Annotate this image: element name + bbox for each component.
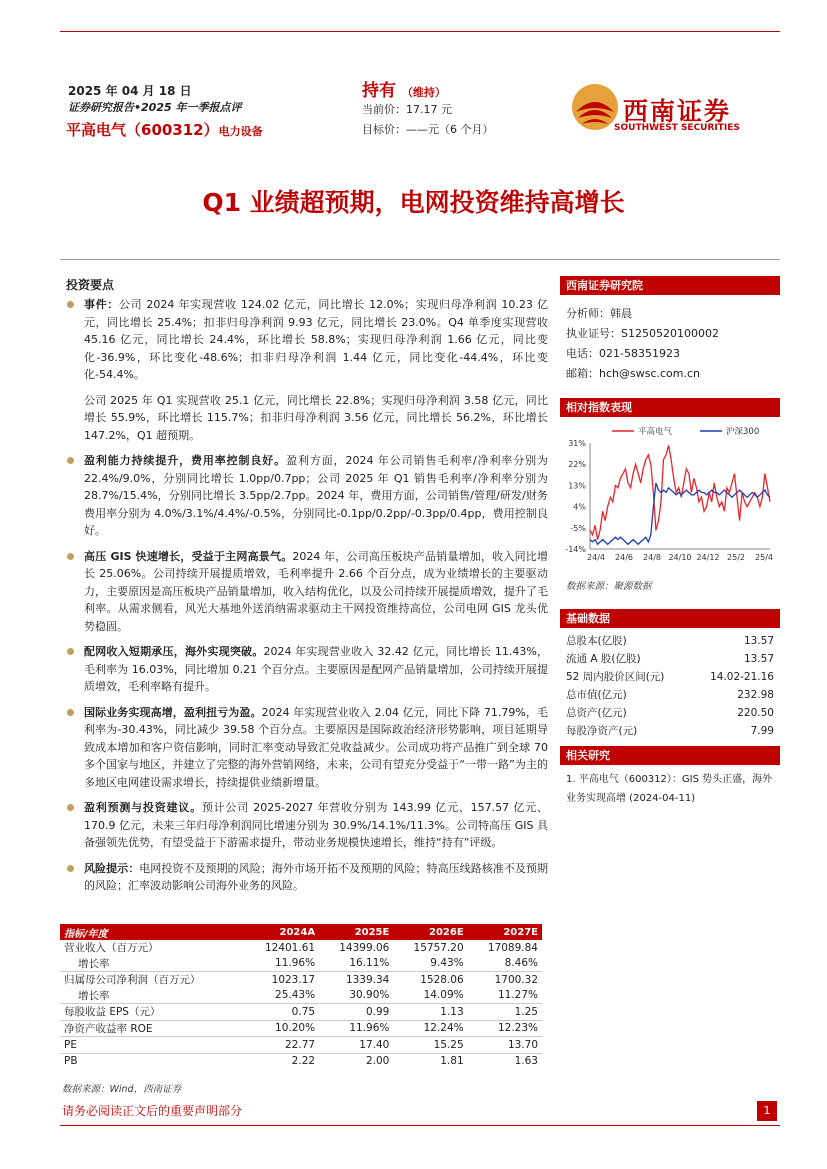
current-price: 当前价：17.17 元: [362, 103, 452, 116]
basic-label: 52 周内股价区间(元): [566, 671, 665, 683]
bullet-key: 配网收入短期承压，海外实现突破。: [84, 645, 264, 658]
brand-logo-english: SOUTHWEST SECURITIES: [614, 123, 740, 133]
cell: 14399.06: [339, 941, 390, 954]
bullet-dot-icon: [67, 457, 74, 464]
bullet-dot-icon: [67, 301, 74, 308]
bullet-text: 预计公司 2025-2027 年营收分别为 143.99 亿元、157.57 亿元、170.9 亿元，未来三年归母净利润同比增速分别为 30.9%/14.1%/11.3%。公司特高压 GIS 具备强领先优势，有望受益于下游需求提升，带动业务规模快速增长，维持“持有”评级。: [84, 801, 548, 849]
row-label: 每股收益 EPS（元）: [60, 1004, 245, 1021]
legend-label: 沪深300: [726, 427, 760, 437]
row-label: PB: [60, 1053, 245, 1069]
table-row: [60, 1053, 542, 1069]
basic-row: [566, 704, 774, 722]
paragraph-q1: [66, 392, 548, 445]
table-row: [60, 1037, 542, 1054]
company-name: [66, 119, 263, 140]
cell: 11.96%: [319, 1020, 393, 1037]
analyst-email[interactable]: 邮箱：hch@swsc.com.cn: [566, 367, 701, 380]
basic-value: 220.50: [737, 707, 774, 719]
basic-value: 14.02-21.16: [710, 671, 774, 683]
basic-label: 总资产(亿元): [566, 707, 627, 719]
bullet-dot-icon: [67, 709, 74, 716]
bullet-key: 盈利预测与投资建议。: [84, 801, 202, 814]
bullet-key: 高压 GIS 快速增长，受益于主网高景气。: [84, 549, 293, 563]
basic-row: [566, 650, 774, 668]
legend-label: 平高电气: [638, 427, 673, 437]
table-row: [60, 1004, 542, 1021]
rating: [362, 76, 446, 101]
x-tick-label: 25/2: [727, 553, 745, 562]
relative-performance-chart: [560, 423, 780, 573]
target-price: 目标价：——元（6 个月）: [362, 123, 494, 136]
cell: 14.09%: [423, 989, 464, 1002]
cell: 2.00: [319, 1053, 393, 1069]
bullet-forecast: [66, 799, 548, 852]
basic-row: [566, 668, 774, 686]
cell: 17089.84: [487, 941, 538, 954]
bullet-key: 盈利能力持续提升，费用率控制良好。: [84, 454, 287, 467]
basic-value: 7.99: [750, 725, 774, 737]
y-tick-label: 4%: [573, 502, 586, 512]
y-tick-label: 31%: [568, 439, 586, 448]
index-performance-header: 相对指数表现: [560, 398, 780, 417]
analyst-license: 执业证号：S1250520100002: [566, 327, 719, 340]
table-header-cell: 2025E: [319, 924, 393, 940]
y-tick-label: -14%: [565, 545, 586, 554]
cell: 10.20%: [245, 1020, 319, 1037]
paragraph-text: 公司 2025 年 Q1 实现营收 25.1 亿元，同比增长 22.8%；实现归母净利润 3.58 亿元，同比增长 55.9%，环比增长 115.7%；扣非归母净利润 3.56 亿元，同比增长 56.2%，环比增长 147.2%，Q1 超预期。: [84, 393, 548, 442]
analyst-info: [566, 304, 719, 384]
x-tick-label: 24/4: [587, 553, 605, 562]
rating-note: （维持）: [401, 86, 446, 99]
cell: 12.23%: [468, 1020, 542, 1037]
basic-data-header: 基础数据: [560, 609, 780, 628]
row-label: PE: [60, 1037, 245, 1054]
cell: 12.24%: [393, 1020, 467, 1037]
cell: 12401.61: [264, 941, 316, 954]
analyst-phone: 电话：021-58351923: [566, 347, 680, 360]
cell: 0.99: [319, 1004, 393, 1021]
report-type: 证券研究报告•2025 年一季报点评: [68, 101, 242, 114]
bullet-risk: [66, 860, 548, 895]
cell: 11.96%: [275, 957, 316, 970]
disclaimer-footer: 请务必阅读正文后的重要声明部分: [62, 1104, 243, 1118]
related-research-item[interactable]: 1. 平高电气（600312）：GIS 势头正盛，海外业务实现高增 (2024-04-11): [566, 774, 773, 804]
bottom-rule: [60, 1125, 780, 1126]
bullet-dot-icon: [67, 553, 74, 560]
cell: 2.22: [245, 1053, 319, 1069]
cell: 16.11%: [349, 957, 390, 970]
y-tick-label: 13%: [568, 481, 586, 491]
cell: 25.43%: [275, 989, 316, 1002]
bullet-international: [66, 704, 548, 792]
table-header-cell: 2026E: [393, 924, 467, 940]
row-label: 净资产收益率 ROE: [60, 1020, 245, 1037]
cell: 1023.17: [245, 972, 319, 988]
basic-label: 总市值(亿元): [566, 689, 627, 701]
table-source: 数据来源：Wind，西南证券: [62, 1084, 182, 1095]
basic-label: 总股本(亿股): [566, 635, 627, 647]
bullet-event: [66, 296, 548, 384]
brand-logo-icon: [570, 82, 620, 132]
cell: 17.40: [319, 1037, 393, 1054]
cell: 9.43%: [430, 957, 464, 970]
report-headline: Q1 业绩超预期，电网投资维持高增长: [202, 188, 625, 217]
bullet-key: 国际业务实现高增，盈利扭亏为盈。: [84, 705, 262, 719]
bullet-distribution: [66, 643, 548, 696]
bullet-text: 公司 2024 年实现营收 124.02 亿元，同比增长 12.0%；实现归母净利润 10.23 亿元，同比增长 25.4%；扣非归母净利润 9.93 亿元，同比增长 23.0%。Q4 单季度实现营收 45.16 亿元，同比增长 24.4%，环比增长 58.8%；实现归母净利润 1.66 亿元，同比变化-36.9%，环比变化-48.6%；扣非归母净利润 1.44 亿元，同比变化-44.4%，环比变化-54.4%。: [84, 298, 548, 381]
y-tick-label: 22%: [568, 460, 586, 470]
bullet-text: 电网投资不及预期的风险；海外市场开拓不及预期的风险；特高压线路核准不及预期的风险；汇率波动影响公司海外业务的风险。: [84, 861, 549, 892]
cell: 15.25: [393, 1037, 467, 1054]
cell: 11.27%: [497, 989, 538, 1002]
bullet-profitability: [66, 452, 548, 540]
report-date: 2025 年 04 月 18 日: [68, 84, 192, 98]
table-row: [60, 956, 542, 972]
institute-header: 西南证券研究院: [560, 276, 780, 295]
basic-row: [566, 686, 774, 704]
bullet-text: 2024 年，公司高压板块产品销量增加，收入同比增长 25.06%。公司持续开展提质增效，毛利率提升 2.66 个百分点，成为业绩增长的主要驱动力，主要原因是高压板块产品销量增加，收入结构优化，以及公司持续开展提质增效，提升了毛利率。从需求侧看，风光大基地外送消纳需求驱动主干网投资维持高位，公司电网 GIS 龙头优势稳固。: [84, 549, 548, 633]
basic-row: [566, 722, 774, 740]
row-label: 归属母公司净利润（百万元）: [60, 972, 245, 988]
x-tick-label: 25/4: [755, 553, 773, 562]
chart-source: 数据来源：聚源数据: [566, 581, 652, 592]
company-title: 平高电气（600312）: [66, 121, 219, 139]
table-header-cell: 指标/年度: [60, 924, 245, 940]
cell: 1700.32: [468, 972, 542, 988]
cell: 1.81: [393, 1053, 467, 1069]
top-rule: [60, 31, 780, 32]
bullet-dot-icon: [67, 804, 74, 811]
cell: 30.90%: [349, 989, 390, 1002]
basic-value: 232.98: [737, 689, 774, 701]
cell: 0.75: [245, 1004, 319, 1021]
brand-logo-text: 西南证券: [623, 97, 732, 126]
financial-forecast-table: [60, 924, 542, 1069]
x-tick-label: 24/12: [696, 553, 720, 562]
cell: 1339.34: [319, 972, 393, 988]
x-tick-label: 24/10: [668, 553, 692, 562]
related-research-list: [566, 770, 776, 808]
table-header-cell: 2027E: [468, 924, 542, 940]
basic-label: 每股净资产(元): [566, 725, 638, 737]
row-label: 增长率: [78, 989, 110, 1002]
bullet-key: 事件：: [84, 298, 119, 311]
cell: 1.25: [468, 1004, 542, 1021]
bullet-dot-icon: [67, 865, 74, 872]
cell: 13.70: [468, 1037, 542, 1054]
bullet-key: 风险提示：: [84, 861, 140, 875]
header-divider: [60, 259, 780, 260]
page-number: 1: [757, 1101, 777, 1121]
row-label: 增长率: [78, 957, 110, 970]
x-tick-label: 24/6: [615, 553, 633, 562]
sector-label: 电力设备: [218, 125, 263, 138]
cell: 1528.06: [393, 972, 467, 988]
table-header-row: [60, 924, 542, 940]
analyst-name: 分析师：韩晨: [566, 307, 632, 320]
bullet-text: 2024 年实现营业收入 2.04 亿元，同比下降 71.79%，毛利率为-30.43%，同比减少 39.58 个百分点。主要原因是国际政治经济形势影响，项目延期导致成本增加和客户资信影响，同时汇率变动导致汇兑收益减少。公司成功将产品推广到全球 70 多个国家与地区，并建立了完整的海外营销网络，未来，公司有望充分受益于“一带一路”为主的多地区电网建设需求增长，持续提供业绩新增量。: [84, 705, 548, 789]
bullet-text: 2024 年实现营业收入 32.42 亿元，同比增长 11.43%，毛利率为 16.03%，同比增加 0.21 个百分点。主要原因是配网产品销量增加，公司持续开展提质增效，毛利率略有提升。: [84, 645, 548, 693]
bullet-text: 盈利方面，2024 年公司销售毛利率/净利率分别为 22.4%/9.0%，分别同比增长 1.0pp/0.7pp；公司 2025 年 Q1 销售毛利率/净利率分别为 28.7%/15.4%，分别同比增长 3.5pp/2.7pp。2024 年，费用方面，公司销售/管理/研发/财务费用率分别为 4.0%/3.1%/4.4%/-0.5%，分别同比-0.1pp/0.2pp/-0.3pp/0.4pp，费用控制良好。: [84, 454, 549, 537]
bullet-gis: [66, 548, 548, 636]
basic-value: 13.57: [743, 653, 774, 665]
y-tick-label: -5%: [570, 523, 586, 533]
basic-value: 13.57: [743, 635, 774, 647]
table-row: [60, 940, 542, 956]
table-header-cell: 2024A: [245, 924, 319, 940]
basic-data-list: [566, 632, 774, 740]
table-row: [60, 1020, 542, 1037]
cell: 8.46%: [504, 957, 538, 970]
basic-row: [566, 632, 774, 650]
table-row: [60, 988, 542, 1004]
cell: 1.13: [393, 1004, 467, 1021]
x-tick-label: 24/8: [643, 553, 661, 562]
bullet-dot-icon: [67, 648, 74, 655]
related-research-header: 相关研究: [560, 746, 780, 765]
table-row: [60, 972, 542, 988]
summary-title: 投资要点: [66, 278, 115, 292]
cell: 22.77: [245, 1037, 319, 1054]
cell: 15757.20: [413, 941, 464, 954]
basic-label: 流通 A 股(亿股): [566, 653, 641, 665]
summary-bullets: [66, 296, 548, 903]
cell: 1.63: [468, 1053, 542, 1069]
row-label: 营业收入（百万元）: [64, 942, 159, 955]
rating-value: 持有: [362, 81, 396, 101]
